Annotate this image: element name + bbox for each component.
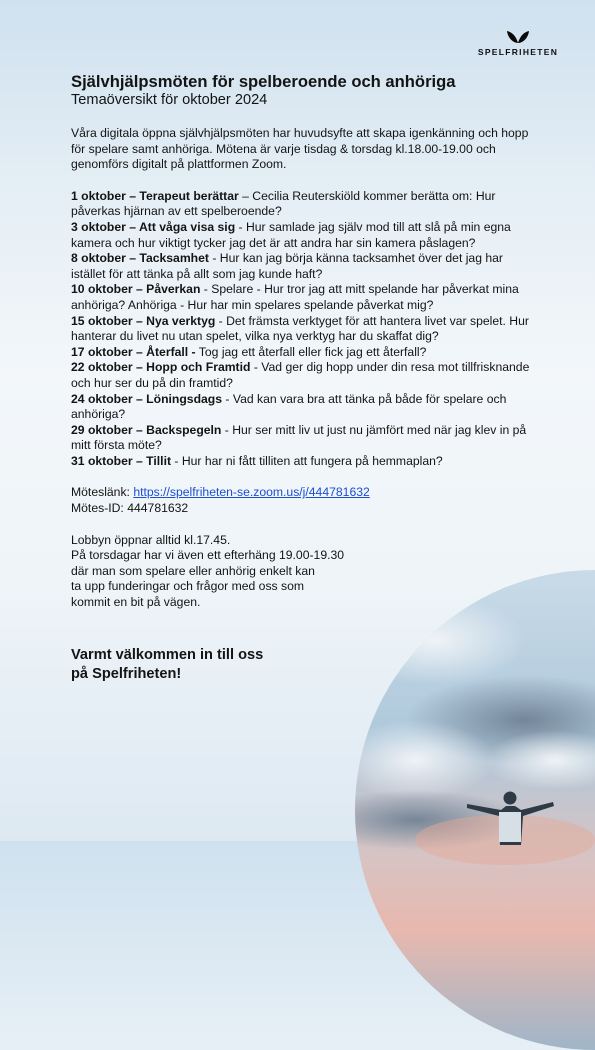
schedule-item-text: - Hur har ni fått tilliten att fungera på hemmaplan?	[171, 453, 443, 468]
lobby-line: På torsdagar har vi även ett efterhäng 19.00-19.30	[71, 548, 345, 563]
page-title: Självhjälpsmöten för spelberoende och anhöriga	[71, 72, 456, 91]
schedule-item-text: - Det främsta verktyget för att hantera livet var spelet. Hur hanterar du livet nu utan spelet, vilka nya verktyg har du skaffat dig?	[71, 313, 529, 344]
schedule-item	[71, 314, 531, 345]
lobby-info	[71, 533, 531, 611]
page-subtitle: Temaöversikt för oktober 2024	[71, 92, 268, 108]
lobby-line: Lobbyn öppnar alltid kl.17.45.	[71, 532, 231, 547]
schedule-item	[71, 454, 531, 470]
schedule-item-text: - Vad ger dig hopp under din resa mot tillfrisknande och hur ser du på din framtid?	[71, 360, 530, 390]
lobby-line: där man som spelare eller anhörig enkelt kan	[71, 563, 315, 578]
schedule-item	[71, 360, 531, 391]
schedule-item-heading: 31 oktober – Tillit	[71, 453, 172, 468]
schedule-item	[71, 251, 531, 282]
welcome-message: Varmt välkommen in till oss på Spelfriheten!	[71, 647, 264, 682]
schedule-item-heading: 10 oktober – Påverkan	[71, 282, 201, 297]
meeting-info	[71, 485, 531, 516]
schedule-item-text: - Vad kan vara bra att tänka på både för spelare och anhöriga?	[71, 391, 507, 422]
brand-name: SPELFRIHETEN	[477, 47, 559, 57]
schedule-item-text: Tog jag ett återfall eller fick jag ett återfall?	[195, 344, 427, 359]
schedule-item	[71, 220, 531, 251]
schedule-item-text: – Cecilia Reuterskiöld kommer berätta om: Hur påverkas hjärnan av ett spelberoende?	[71, 188, 496, 219]
lobby-line: ta upp funderingar och frågor med oss som	[71, 579, 305, 594]
main-content	[71, 72, 531, 627]
schedule-item-heading: 29 oktober – Backspegeln	[71, 422, 222, 437]
schedule-item-heading: 24 oktober – Löningsdags	[71, 391, 223, 406]
schedule-item	[71, 345, 531, 361]
schedule-item	[71, 392, 531, 423]
schedule-item-text: - Hur samlade jag själv mod till att slå på min egna kamera och hur viktigt tycker jag det är att andra har sin kamera påslagen?	[71, 219, 511, 250]
schedule-item	[71, 282, 531, 313]
schedule-item-heading: 22 oktober – Hopp och Framtid	[71, 360, 251, 375]
intro-paragraph: Våra digitala öppna självhjälpsmöten har huvudsyfte att skapa igenkänning och hopp för spelare samt anhöriga. Mötena är varje tisdag & torsdag kl.18.00-19.00 och genomförs digitalt på plattformen Zoom.	[71, 126, 529, 172]
lobby-line: kommit en bit på vägen.	[71, 595, 201, 610]
schedule-item-heading: 1 oktober – Terapeut berättar	[71, 188, 239, 203]
meeting-link-label: Möteslänk:	[71, 485, 134, 500]
sky-person-photo	[355, 570, 595, 1050]
schedule-item-text: - Hur kan jag börja känna tacksamhet över det jag har istället för att tänka på allt som jag kunde haft?	[71, 251, 503, 281]
schedule-item-heading: 17 oktober – Återfall -	[71, 344, 196, 359]
schedule-item-text: - Spelare - Hur tror jag att mitt spelande har påverkat mina anhöriga? Anhöriga - Hur har min spelares spelande påverkat mig?	[71, 282, 519, 312]
schedule-list	[71, 189, 531, 470]
schedule-item-text: - Hur ser mitt liv ut just nu jämfört med när jag klev in på mitt första möte?	[71, 422, 527, 453]
meeting-id: Mötes-ID: 444781632	[71, 501, 189, 516]
schedule-item-heading: 3 oktober – Att våga visa sig	[71, 219, 236, 234]
zoom-meeting-link[interactable]: https://spelfriheten-se.zoom.us/j/444781632	[133, 485, 370, 500]
schedule-item-heading: 8 oktober – Tacksamhet	[71, 251, 209, 266]
leaf-logo-icon	[507, 30, 529, 44]
meeting-link-line	[71, 485, 531, 501]
schedule-item-heading: 15 oktober – Nya verktyg	[71, 313, 216, 328]
schedule-item	[71, 189, 531, 220]
brand-logo	[474, 30, 562, 57]
schedule-item	[71, 423, 531, 454]
